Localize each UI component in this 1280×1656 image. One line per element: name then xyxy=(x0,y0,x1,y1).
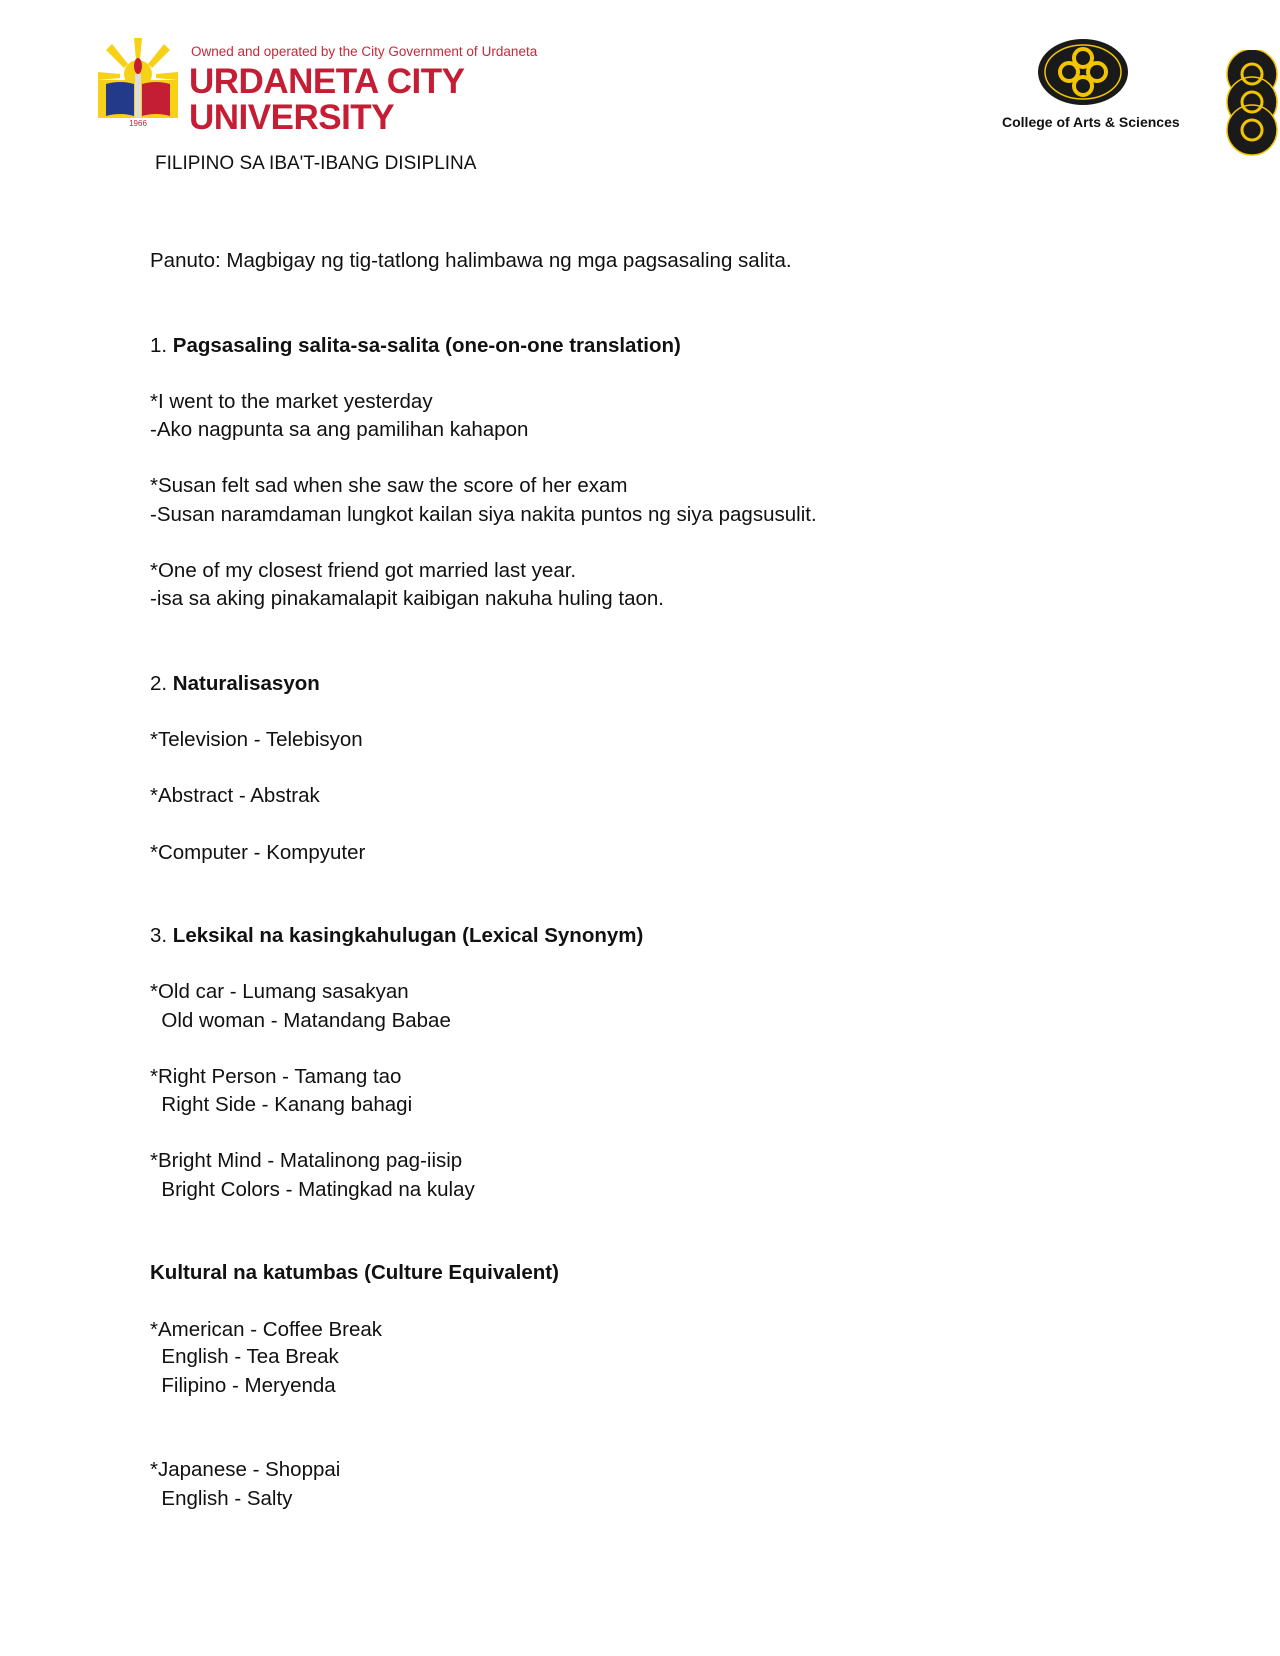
owned-by-text-block xyxy=(191,44,537,60)
line-text: -Susan naramdaman lungkot kailan siya nakita puntos ng siya pagsusulit. xyxy=(150,503,817,526)
document-line xyxy=(150,924,643,948)
line-text: Panuto: Magbigay ng tig-tatlong halimbawa ng mga pagsasaling salita. xyxy=(150,249,792,272)
document-line xyxy=(150,1093,412,1117)
document-line xyxy=(150,390,433,414)
line-text: Filipino - Meryenda xyxy=(150,1374,336,1397)
line-text: English - Tea Break xyxy=(150,1345,339,1368)
document-line xyxy=(150,334,681,358)
document-line xyxy=(150,249,792,273)
course-title: FILIPINO SA IBA'T-IBANG DISIPLINA xyxy=(155,153,477,174)
document-line xyxy=(150,474,627,498)
line-text: 1. xyxy=(150,334,173,357)
line-text: *Bright Mind - Matalinong pag-iisip xyxy=(150,1149,463,1172)
line-text: *I went to the market yesterday xyxy=(150,390,433,413)
document-line xyxy=(150,559,576,583)
university-logo xyxy=(98,36,178,128)
owned-by-text: Owned and operated by the City Government of xyxy=(191,44,478,59)
line-text: *Susan felt sad when she saw the score of her exam xyxy=(150,474,628,497)
document-line xyxy=(150,980,409,1004)
line-text: *Japanese - Shoppai xyxy=(150,1458,341,1481)
document-line xyxy=(150,1345,339,1369)
document-line xyxy=(150,1458,340,1482)
line-text: 2. xyxy=(150,672,173,695)
line-text: English - Salty xyxy=(150,1487,293,1510)
line-text: *Right Person - Tamang tao xyxy=(150,1065,402,1088)
document-line xyxy=(150,672,320,696)
document-line xyxy=(150,418,528,442)
line-text: *Old car - Lumang sasakyan xyxy=(150,980,409,1003)
document-line xyxy=(150,1261,559,1285)
college-name: College of Arts & Sciences xyxy=(1002,114,1180,130)
document-line xyxy=(150,1487,292,1511)
document-line xyxy=(150,1178,475,1202)
document-line xyxy=(150,1065,401,1089)
document-line xyxy=(150,784,320,808)
line-text: *American - Coffee Break xyxy=(150,1318,383,1341)
line-text: *Computer - Kompyuter xyxy=(150,841,366,864)
college-seal-stack-icon xyxy=(1224,50,1280,158)
document-line xyxy=(150,728,363,752)
line-text: Bright Colors - Matingkad na kulay xyxy=(150,1178,475,1201)
document-line xyxy=(150,503,817,527)
line-text: Old woman - Matandang Babae xyxy=(150,1009,451,1032)
line-text: *Abstract - Abstrak xyxy=(150,784,320,807)
line-text: *One of my closest friend got married last year. xyxy=(150,559,577,582)
document-line xyxy=(150,587,664,611)
line-heading: Naturalisasyon xyxy=(172,672,320,695)
line-heading: Kultural na katumbas (Culture Equivalent) xyxy=(150,1261,559,1284)
line-text: 3. xyxy=(150,924,173,947)
line-text: -Ako nagpunta sa ang pamilihan kahapon xyxy=(150,418,529,441)
university-name-line2: UNIVERSITY xyxy=(189,98,395,137)
line-text: -isa sa aking pinakamalapit kaibigan nakuha huling taon. xyxy=(150,587,664,610)
owned-by-continued: Urdaneta xyxy=(481,44,538,59)
line-heading: Leksikal na kasingkahulugan (Lexical Synonym) xyxy=(172,924,644,947)
svg-text:1966: 1966 xyxy=(129,119,147,128)
line-text: Right Side - Kanang bahagi xyxy=(150,1093,413,1116)
line-heading: Pagsasaling salita-sa-salita (one-on-one translation) xyxy=(172,334,681,357)
document-line xyxy=(150,1318,382,1342)
line-text: *Television - Telebisyon xyxy=(150,728,363,751)
college-seal-logo xyxy=(1037,38,1129,106)
university-name-line1: URDANETA CITY xyxy=(189,62,465,101)
document-line xyxy=(150,841,365,865)
university-name xyxy=(189,64,464,136)
document-line xyxy=(150,1009,451,1033)
document-line xyxy=(150,1374,336,1398)
document-line xyxy=(150,1149,462,1173)
